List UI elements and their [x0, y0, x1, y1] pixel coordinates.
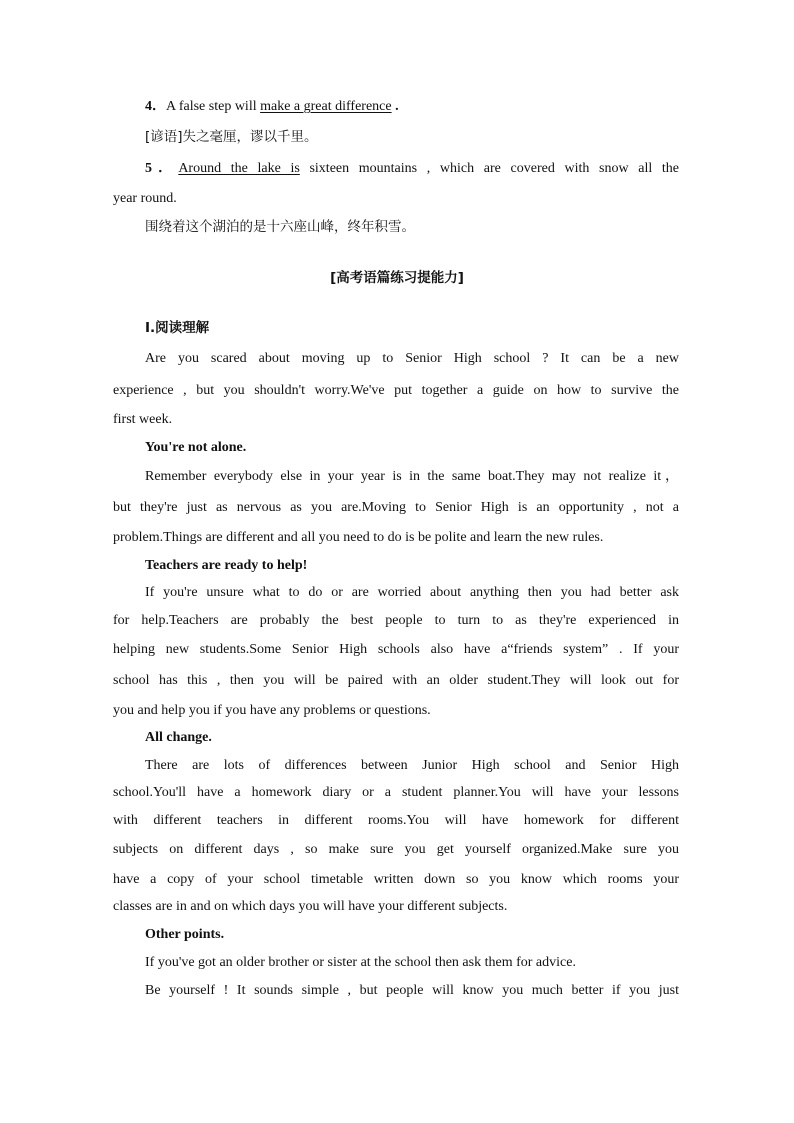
paragraph-line: you and help you if you have any problems or questions.: [113, 703, 431, 718]
item-5-line-1: [145, 160, 679, 178]
subsection-heading: Ⅰ.阅读理解: [145, 320, 210, 336]
paragraph-line: Remember everybody else in your year is in the same boat.They may not realize it，: [145, 469, 679, 484]
item-text: A false step will: [166, 99, 261, 114]
paragraph-line: first week.: [113, 412, 173, 427]
section-title: [高考语篇练习提能力]: [330, 270, 464, 286]
paragraph-line: classes are in and on which days you will have your different subjects.: [113, 899, 508, 914]
paragraph-line: Be yourself ! It sounds simple , but people will know you much better if you just: [145, 983, 679, 998]
paragraph-line: helping new students.Some Senior High schools also have a“friends system” . If your: [113, 642, 679, 657]
answer-underlined: make a great difference: [260, 99, 392, 114]
paragraph-line: If you're unsure what to do or are worried about anything then you had better ask: [145, 585, 679, 600]
proverb-note: [谚语]失之毫厘，谬以千里。: [145, 129, 318, 145]
item-5-line-2: year round.: [113, 191, 177, 206]
paragraph-line: for help.Teachers are probably the best people to turn to as they're experienced in: [113, 613, 679, 628]
item-number: 5．: [145, 161, 179, 176]
item-5-translation: 围绕着这个湖泊的是十六座山峰，终年积雪。: [145, 219, 415, 235]
paragraph-line: with different teachers in different rooms.You will have homework for different: [113, 813, 679, 828]
item-end: .: [391, 99, 399, 114]
paragraph-line: problem.Things are different and all you need to do is be polite and learn the new rules.: [113, 530, 604, 545]
passage-heading: All change.: [145, 730, 212, 745]
paragraph-line: There are lots of differences between Junior High school and Senior High: [145, 758, 679, 773]
item-text: sixteen mountains , which are covered with snow all the: [299, 161, 680, 176]
answer-underlined: Around the lake is: [178, 161, 300, 176]
paragraph-line: subjects on different days , so make sure you get yourself organized.Make sure you: [113, 842, 679, 857]
passage-heading: Other points.: [145, 927, 225, 942]
paragraph-line: Are you scared about moving up to Senior High school ? It can be a new: [145, 351, 679, 366]
paragraph-line: If you've got an older brother or sister at the school then ask them for advice.: [145, 955, 576, 970]
paragraph-line: but they're just as nervous as you are.Moving to Senior High is an opportunity , not a: [113, 500, 679, 515]
passage-heading: You're not alone.: [145, 440, 247, 455]
item-number: 4．: [145, 99, 166, 114]
paragraph-line: school.You'll have a homework diary or a student planner.You will have your lessons: [113, 785, 679, 800]
paragraph-line: have a copy of your school timetable written down so you know which rooms your: [113, 872, 679, 887]
item-4: [145, 98, 679, 116]
paragraph-line: school has this , then you will be paired with an older student.They will look out for: [113, 673, 679, 688]
paragraph-line: experience , but you shouldn't worry.We've put together a guide on how to survive the: [113, 383, 679, 398]
passage-heading: Teachers are ready to help!: [145, 558, 308, 573]
